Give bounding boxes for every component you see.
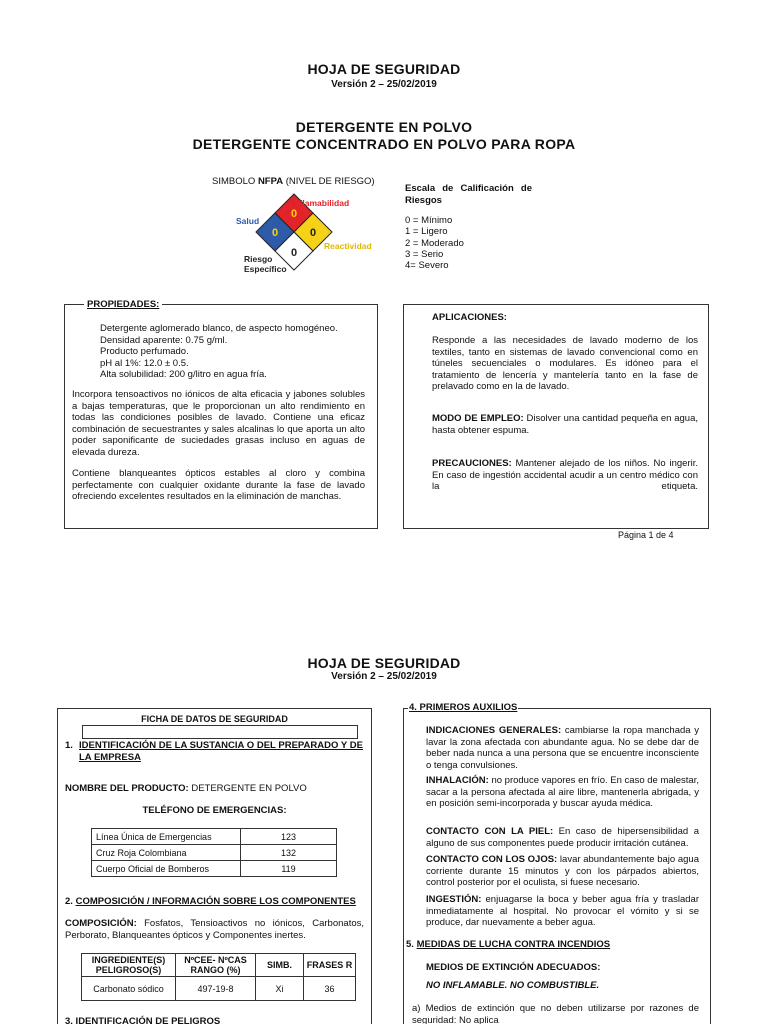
extinction-item-a: a) Medios de extinción que no deben utilizarse por razones de seguridad: No aplica (412, 1003, 699, 1024)
section2-number: 2. (65, 896, 73, 907)
table-row (82, 977, 356, 1001)
column-header: NºCEE- NºCAS RANGO (%) (176, 954, 256, 977)
emergency-name: Cuerpo Oficial de Bomberos (92, 861, 241, 877)
nfpa-flammability-label: Inflamabilidad (292, 198, 350, 208)
page-number: Página 1 de 4 (618, 530, 674, 540)
emergency-number: 123 (241, 829, 337, 845)
property-line: Alta solubilidad: 200 g/litro en agua fría. (100, 369, 267, 380)
eye-contact-text: lavar abundantemente bajo agua corriente durante 15 minutos y con los párpados abiertos, control posterior por el oculista, si fuese necesario. (426, 854, 699, 888)
column-header: SIMB. (256, 954, 304, 977)
product-title: DETERGENTE EN POLVO (295, 119, 473, 135)
skin-contact-text: En caso de hipersensibilidad a alguno de sus componentes puede producir irritación cutánea. (426, 826, 699, 849)
risk-scale-item: 0 = Mínimo (405, 215, 453, 226)
inhalation-text: no produce vapores en frío. En caso de malestar, sacar a la persona afectada al aire libre, mantenerla abrigada, y en posición semi-incorporada y buscar ayuda médica. (426, 775, 699, 809)
risk-scale-item: 1 = Ligero (405, 226, 448, 238)
extinction-title: MEDIOS DE EXTINCIÓN ADECUADOS: (426, 962, 601, 973)
ingestion-paragraph (426, 894, 699, 929)
property-line: Producto perfumado. (100, 346, 189, 357)
general-label: INDICACIONES GENERALES: (426, 725, 562, 736)
page2-title: HOJA DE SEGURIDAD (307, 655, 461, 671)
nfpa-specific-value: 0 (290, 247, 298, 259)
section3-title: 3. IDENTIFICACIÓN DE PELIGROS (65, 1016, 221, 1024)
table-row (92, 845, 337, 861)
section5-number: 5. (406, 939, 414, 950)
usage-label: MODO DE EMPLEO: (432, 413, 524, 424)
emergency-name: Cruz Roja Colombiana (92, 845, 241, 861)
usage-paragraph (432, 413, 698, 436)
nfpa-flammability-value: 0 (290, 208, 298, 220)
table-row (92, 829, 337, 845)
section5-heading (406, 939, 610, 950)
not-flammable-note: NO INFLAMABLE. NO COMBUSTIBLE. (426, 980, 600, 991)
product-name-row (65, 783, 307, 794)
composition-label: COMPOSICIÓN: (65, 918, 137, 929)
product-name-value: DETERGENTE EN POLVO (188, 783, 307, 794)
page2-version: Versión 2 – 25/02/2019 (331, 671, 437, 682)
properties-paragraph-2: Contiene blanqueantes ópticos estables al cloro y combina perfectamente con cualquier oxidante durante la fase de lavado ofreciendo excelentes resultados en la eliminación de manchas. (72, 468, 365, 502)
usage-text: Disolver una cantidad pequeña en agua, hasta obtener espuma. (432, 413, 698, 436)
table-row (92, 861, 337, 877)
ingredient-cell: Carbonato sódico (82, 977, 176, 1001)
ingestion-text: enjuagarse la boca y beber agua fría y trasladar inmediatamente al hospital. No provocar el vómito y si se produce, dar nuevamente a beber agua. (426, 894, 699, 928)
product-subtitle: DETERGENTE CONCENTRADO EN POLVO PARA ROPA (192, 136, 576, 152)
skin-contact-paragraph (426, 826, 699, 849)
emergency-name: Línea Única de Emergencias (92, 829, 241, 845)
section2-heading (65, 896, 356, 907)
emergency-title: TELÉFONO DE EMERGENCIAS: (142, 805, 287, 816)
precautions-paragraph (432, 458, 698, 493)
column-header: FRASES R (304, 954, 356, 977)
section1-number: 1. (65, 740, 73, 751)
nfpa-health-label: Salud (236, 216, 260, 226)
properties-list (100, 323, 372, 381)
risk-scale-item: 2 = Moderado (405, 237, 464, 249)
cas-cell: 497-19-8 (176, 977, 256, 1001)
column-header: INGREDIENTE(S) PELIGROSO(S) (82, 954, 176, 977)
eye-contact-paragraph (426, 854, 699, 889)
nfpa-caption: SIMBOLO NFPA (NIVEL DE RIESGO) (212, 176, 375, 187)
property-line: Densidad aparente: 0.75 g/ml. (100, 334, 228, 346)
emergency-number: 119 (241, 861, 337, 877)
emergency-table (91, 828, 337, 877)
page1-version: Versión 2 – 25/02/2019 (331, 79, 437, 90)
applications-heading: APLICACIONES: (432, 312, 507, 323)
risk-scale-title: Escala de Calificación de Riesgos (405, 183, 532, 206)
property-line: pH al 1%: 12.0 ± 0.5. (100, 357, 189, 369)
ingestion-label: INGESTIÓN: (426, 894, 482, 905)
risk-scale-item: 3 = Serio (405, 248, 444, 260)
nfpa-reactivity-label: Reactividad (324, 241, 372, 251)
table-header-row (82, 954, 356, 977)
product-name-label: NOMBRE DEL PRODUCTO: (65, 783, 189, 794)
risk-scale-list (405, 215, 464, 271)
inhalation-label: INHALACIÓN: (426, 775, 489, 786)
inhalation-paragraph (426, 775, 699, 810)
precautions-label: PRECAUCIONES: (432, 458, 512, 469)
nfpa-reactivity-value: 0 (309, 227, 317, 239)
composition-table (81, 953, 356, 1001)
eye-contact-label: CONTACTO CON LOS OJOS: (426, 854, 558, 865)
general-indications (426, 725, 699, 771)
precautions-text: Mantener alejado de los niños. No ingerir. En caso de ingestión accidental acudir a un centro médico con la etiqueta. (432, 458, 698, 492)
property-line: Detergente aglomerado blanco, de aspecto homogéneo. (100, 323, 338, 334)
phrases-cell: 36 (304, 977, 356, 1001)
nfpa-health-value: 0 (271, 227, 279, 239)
symbol-cell: Xi (256, 977, 304, 1001)
composition-text: Fosfatos, Tensioactivos no iónicos, Carbonatos, Perborato, Blanqueantes ópticos y Componentes inertes. (65, 918, 364, 941)
section1-title: IDENTIFICACIÓN DE LA SUSTANCIA O DEL PREPARADO Y DE LA EMPRESA (79, 740, 363, 763)
section4-title: 4. PRIMEROS AUXILIOS (409, 702, 518, 713)
nfpa-specific-label: Riesgo Específico (244, 254, 287, 274)
risk-scale-item: 4= Severo (405, 260, 449, 272)
skin-contact-label: CONTACTO CON LA PIEL: (426, 826, 554, 837)
properties-paragraph-1: Incorpora tensoactivos no iónicos de alta eficacia y jabones solubles a bajas temperaturas, que le proporcionan un alto rendimiento en todas las condiciones posibles de lavado. Contiene una eficaz combinación de secuestrantes y sales alcalinas lo que aporta un alto poder saponificante de suciedades grasas incluso en aguas de elevada dureza. (72, 389, 365, 458)
section5-title: MEDIDAS DE LUCHA CONTRA INCENDIOS (416, 939, 611, 950)
page1-title: HOJA DE SEGURIDAD (307, 61, 461, 77)
properties-heading: PROPIEDADES: (84, 299, 162, 310)
applications-text: Responde a las necesidades de lavado moderno de los textiles, tanto en sistemas de lavado convencional como en túneles secuenciales o modulares. Es idóneo para el tratamiento de lencería y mantelería tanto en la fase de prelavado como en la de lavado. (432, 335, 698, 392)
section1-frame (82, 725, 358, 739)
emergency-number: 132 (241, 845, 337, 861)
general-text: cambiarse la ropa manchada y lavar la zona afectada con abundante agua. No se debe dar de beber nada nunca a una persona que se encuentre inconsciente o tenga convulsiones. (426, 725, 699, 771)
section2-title: COMPOSICIÓN / INFORMACIÓN SOBRE LOS COMPONENTES (75, 896, 356, 907)
ficha-title: FICHA DE DATOS DE SEGURIDAD (141, 714, 288, 724)
composition-paragraph (65, 918, 364, 941)
